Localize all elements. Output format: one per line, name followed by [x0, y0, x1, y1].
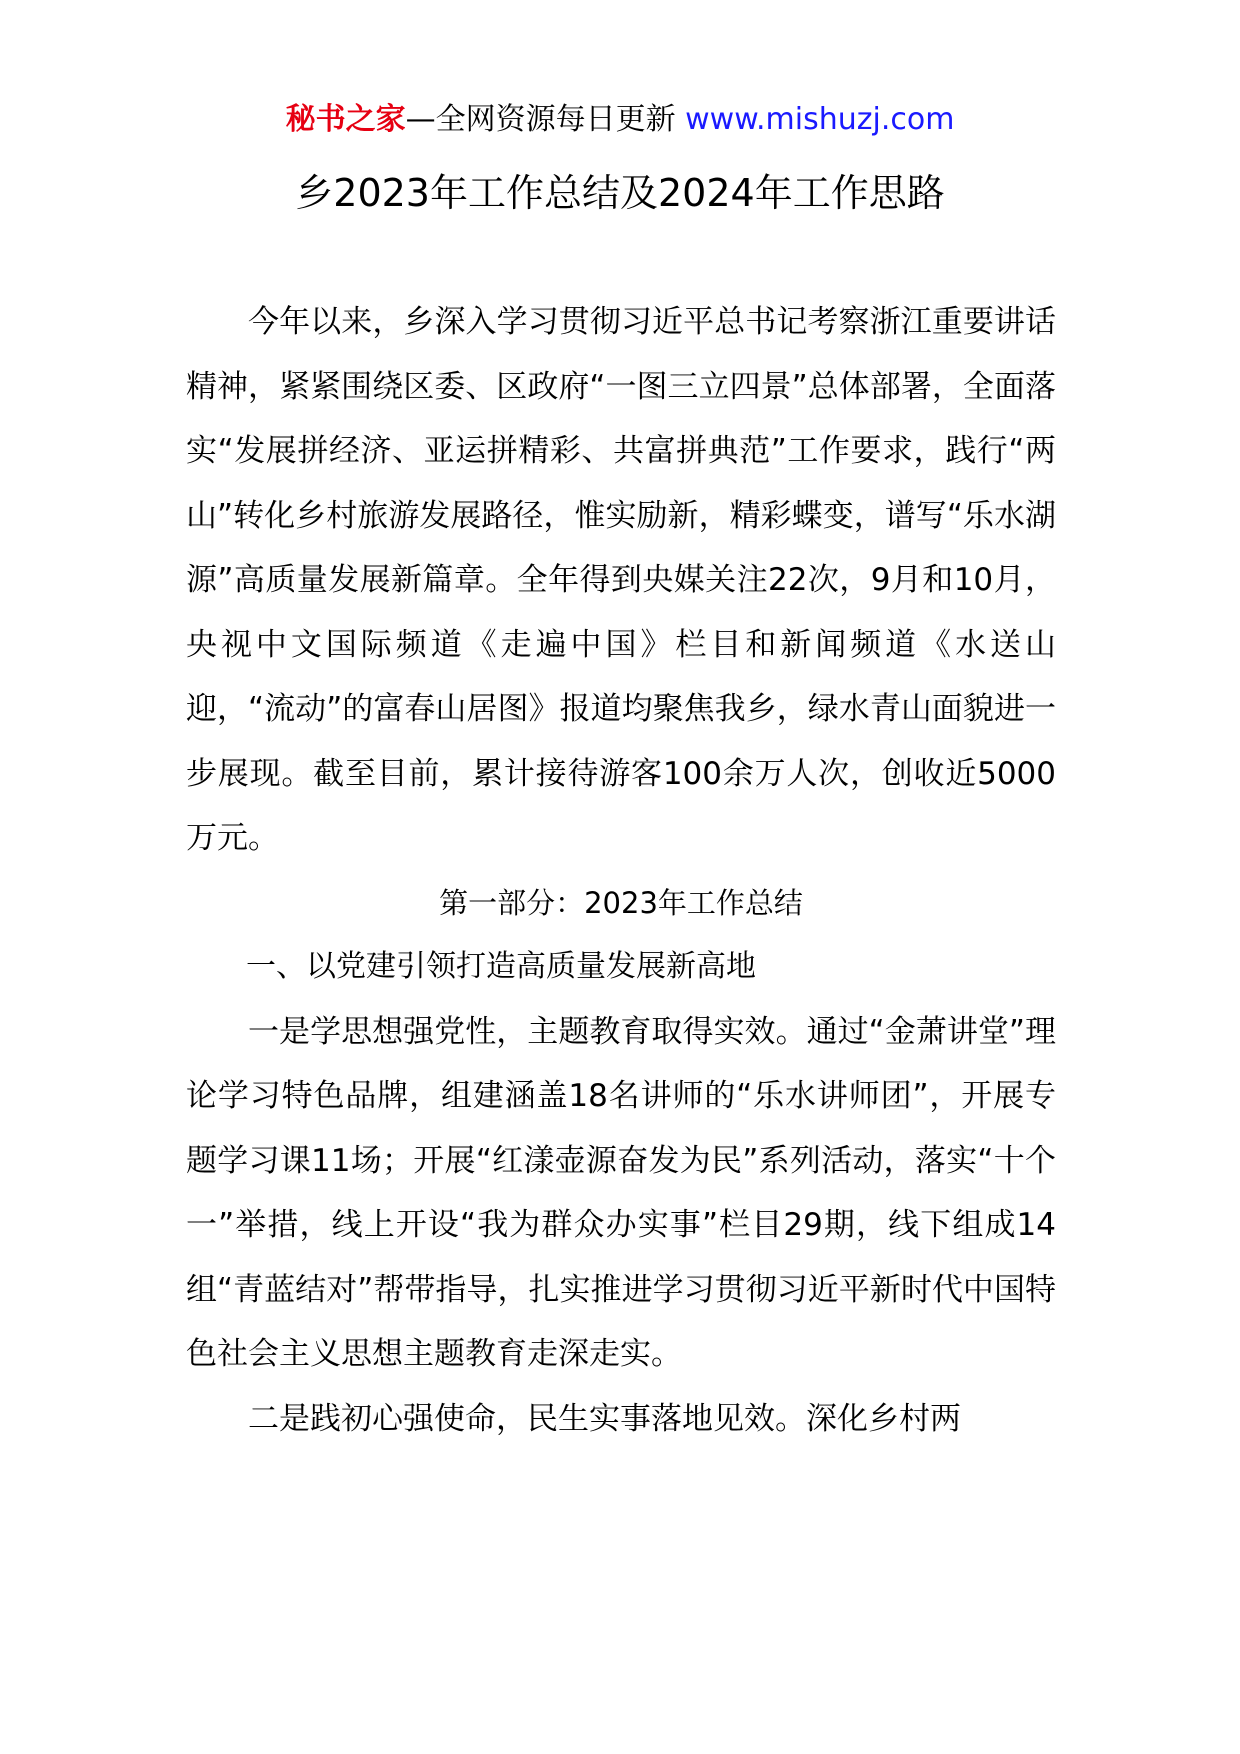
site-link[interactable]: www.mishuzj.com [685, 102, 955, 137]
source-header [0, 100, 1240, 140]
header-tagline: —全网资源每日更新 [405, 102, 686, 137]
body-paragraph-2: 二是践初心强使命，民生实事落地见效。深化乡村两 [248, 1400, 961, 1437]
document-title: 乡2023年工作总结及2024年工作思路 [295, 171, 945, 215]
intro-paragraph: 今年以来，乡深入学习贯彻习近平总书记考察浙江重要讲话精神，紧紧围绕区委、区政府“一图三立四景”总体部署，全面落实“发展拼经济、亚运拼精彩、共富拼典范”工作要求，践行“两山”转化乡村旅游发展路径，惟实励新，精彩蝶变，谱写“乐水湖源”高质量发展新篇章。全年得到央媒关注22次，9月和10月，央视中文国际频道《走遍中国》栏目和新闻频道《水送山迎，“流动”的富春山居图》报道均聚焦我乡，绿水青山面貌进一步展现。截至目前，累计接待游客100余万人次，创收近5000万元。 [186, 304, 1056, 856]
section-heading: 一、以党建引领打造高质量发展新高地 [246, 949, 756, 984]
brand-name: 秘书之家 [285, 102, 406, 137]
part-title: 第一部分：2023年工作总结 [439, 885, 803, 920]
document-body [186, 290, 1056, 1451]
body-paragraph-1: 一是学思想强党性，主题教育取得实效。通过“金萧讲堂”理论学习特色品牌，组建涵盖18名讲师的“乐水讲师团”，开展专题学习课11场；开展“红漾壶源奋发为民”系列活动，落实“十个一”举措，线上开设“我为群众办实事”栏目29期，线下组成14组“青蓝结对”帮带指导，扎实推进学习贯彻习近平新时代中国特色社会主义思想主题教育走深走实。 [186, 1013, 1056, 1372]
